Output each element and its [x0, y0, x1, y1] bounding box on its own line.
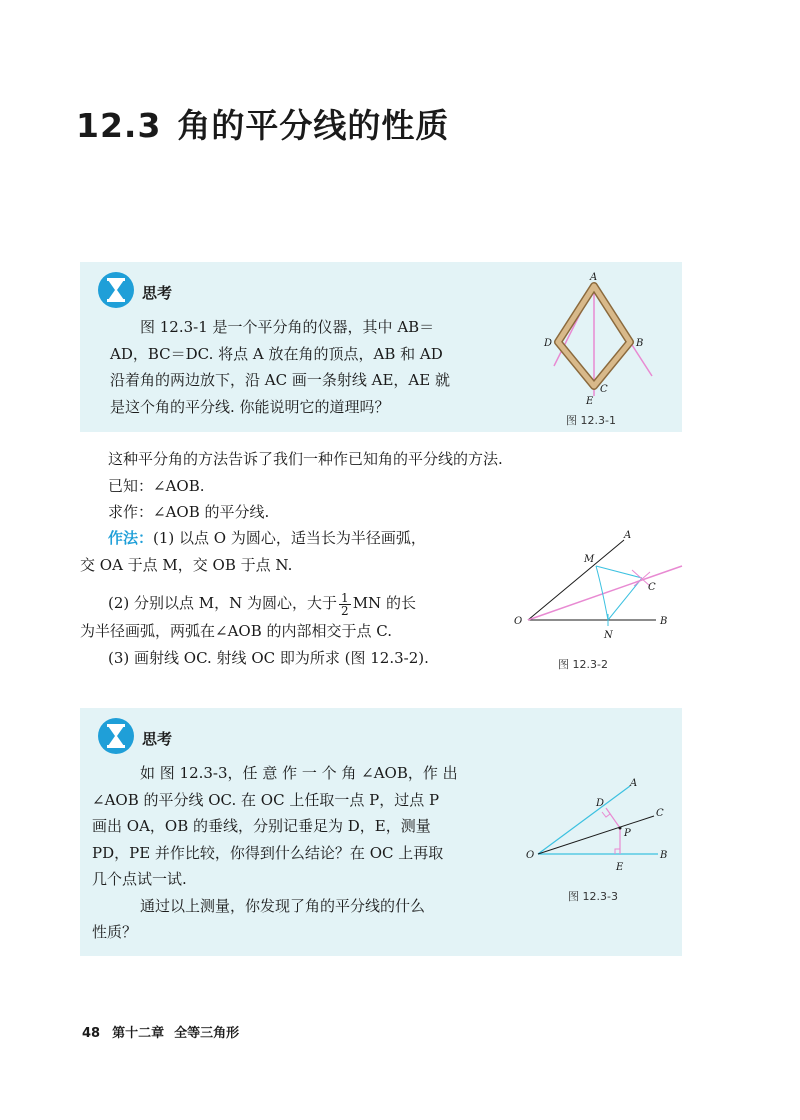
think-label: 思考 [142, 730, 173, 748]
text-line: 画出 OA，OB 的垂线，分别记垂足为 D，E，测量 [92, 817, 431, 835]
step-1-cont: 交 OA 于点 M，交 OB 于点 N. [80, 555, 293, 574]
label-c: C [656, 808, 664, 819]
section-title [76, 100, 449, 147]
figure-caption: 图 12.3-1 [566, 414, 616, 427]
page-footer [82, 1022, 239, 1041]
bisector-oc [528, 566, 682, 620]
text-line: 图 12.3-1 是一个平分角的仪器，其中 AB＝ [140, 318, 435, 336]
arc-from-m [596, 566, 642, 578]
label-n: N [604, 630, 613, 641]
section-number: 12.3 [76, 106, 162, 145]
text-line: PD，PE 并作比较，你得到什么结论？在 OC 上再取 [92, 843, 444, 862]
text-line: ∠AOB 的平分线 OC. 在 OC 上任取一点 P，过点 P [92, 790, 440, 809]
label-m: M [584, 554, 595, 565]
label-p: P [624, 828, 631, 839]
chapter-title: 全等三角形 [174, 1026, 240, 1041]
figure-caption: 图 12.3-2 [558, 658, 608, 671]
label-a: A [630, 778, 638, 789]
text-line: 通过以上测量，你发现了角的平分线的什么 [140, 896, 426, 915]
think-box-2 [80, 708, 682, 956]
label-d: D [544, 338, 553, 349]
text-line: 沿着角的两边放下，沿 AC 画一条射线 AE，AE 就 [110, 371, 450, 389]
fraction-denominator: 2 [341, 603, 349, 618]
label-o: O [514, 616, 523, 627]
label-b: B [660, 850, 668, 861]
chapter-number: 第十二章 [112, 1026, 165, 1041]
perp-pd [606, 808, 620, 828]
think-box-1 [80, 262, 682, 432]
step-2-line [80, 588, 510, 618]
step-1-line [80, 525, 510, 552]
label-b: B [660, 616, 668, 627]
label-d: D [596, 798, 605, 809]
label-a: A [624, 530, 632, 541]
hourglass-icon [96, 270, 136, 310]
step-1-text: (1) 以点 O 为圆心，适当长为半径画弧， [153, 529, 426, 547]
page-number: 48 [82, 1026, 101, 1041]
text-line: 如 图 12.3-3，任 意 作 一 个 角 ∠AOB，作 出 [140, 764, 458, 782]
text-line: 性质？ [92, 923, 138, 941]
text-line: AD，BC＝DC. 将点 A 放在角的顶点，AB 和 AD [110, 344, 443, 363]
section-title-text: 角的平分线的性质 [177, 106, 450, 145]
label-a: A [590, 272, 598, 283]
fraction-numerator: 1 [341, 590, 349, 605]
label-o: O [526, 850, 535, 861]
arc-from-n [608, 578, 642, 620]
step-2-cont: 为半径画弧，两弧在∠AOB 的内部相交于点 C. [80, 622, 392, 640]
hourglass-icon [96, 716, 136, 756]
figure-caption: 图 12.3-3 [568, 890, 618, 903]
label-c: C [648, 582, 656, 593]
figure-12-3-2 [510, 526, 690, 644]
figure-12-3-1 [534, 268, 674, 408]
right-angle-e [615, 849, 620, 854]
construction-intro [108, 446, 588, 526]
construction-steps [80, 525, 510, 671]
given-line: 已知：∠AOB. [108, 476, 205, 495]
text-line: 几个点试一试. [92, 870, 187, 888]
text-line: 这种平分角的方法告诉了我们一种作已知角的平分线的方法. [108, 450, 503, 468]
think-paragraph [110, 314, 532, 420]
ray-oa [538, 786, 630, 854]
think-paragraph [92, 760, 512, 946]
point-p [619, 827, 622, 830]
ray-oa [528, 540, 624, 620]
label-b: B [636, 338, 644, 349]
bisector-oc [538, 816, 654, 854]
label-e: E [586, 396, 594, 407]
required-line: 求作：∠AOB 的平分线. [108, 503, 270, 521]
method-label: 作法： [108, 529, 154, 547]
step-3-line: (3) 画射线 OC. 射线 OC 即为所求 (图 12.3-2). [108, 648, 429, 667]
think-label: 思考 [142, 284, 173, 302]
label-c: C [600, 384, 608, 395]
step-2-text-end: MN 的长 [352, 594, 416, 612]
text-line: 是这个角的平分线. 你能说明它的道理吗？ [110, 397, 390, 416]
label-e: E [616, 862, 624, 873]
figure-12-3-3 [520, 778, 670, 878]
step-2-text: (2) 分别以点 M，N 为圆心，大于 [108, 594, 338, 612]
fraction [339, 592, 351, 617]
